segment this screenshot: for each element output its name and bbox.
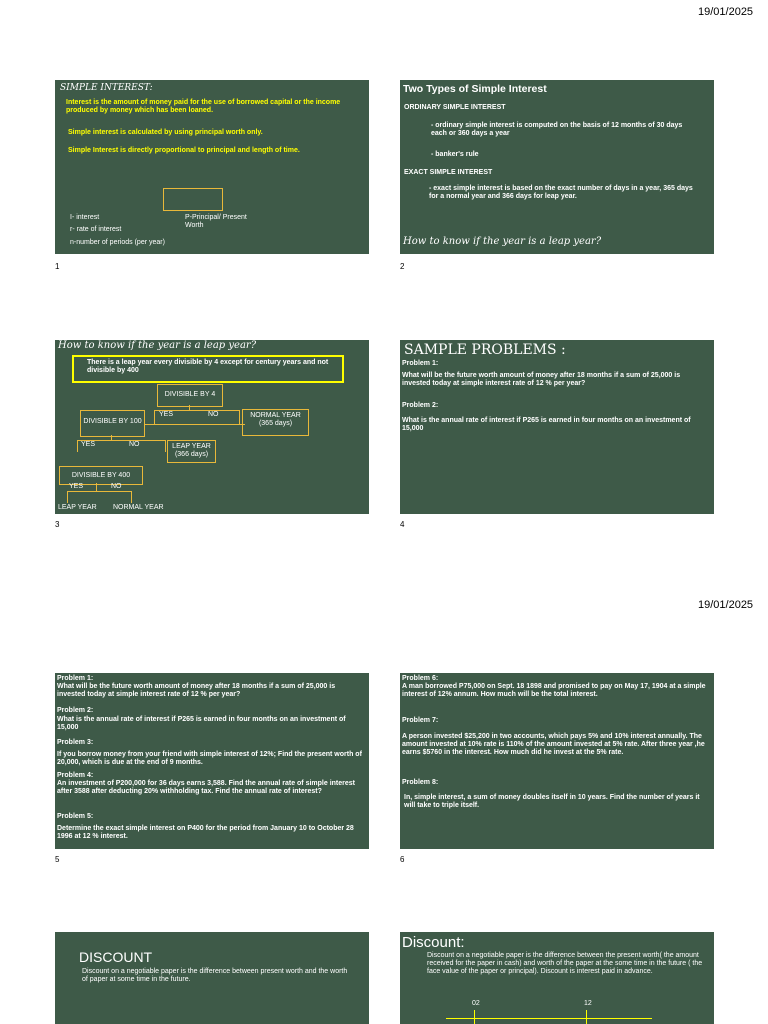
slide-8-title: Discount: (402, 934, 465, 951)
slide-3-number: 3 (55, 520, 60, 529)
result-normal-year: NORMAL YEAR (113, 504, 164, 511)
slide-1-principal-only: Simple interest is calculated by using principal worth only. (68, 129, 263, 136)
edge-yes-3: YES (69, 483, 84, 490)
connector (239, 410, 240, 424)
node-divisible-by-100 (80, 410, 145, 437)
slide-5-problem-1-text: What will be the future worth amount of money after 18 months if a sum of 25,000 is invested today at simple interest rate of 12 % per year? (57, 683, 336, 698)
slide-7-body: Discount on a negotiable paper is the difference between present worth and the worth of paper at some time in the future. (82, 968, 348, 983)
slide-4-title: SAMPLE PROBLEMS : (404, 342, 566, 358)
legend-rate: r- rate of interest (70, 226, 122, 233)
slide-5-problem-1-heading: Problem 1: (57, 675, 94, 682)
slide-7 (55, 932, 369, 1024)
slide-5-problem-4-heading: Problem 4: (57, 772, 94, 779)
slide-5-problem-2-heading: Problem 2: (57, 707, 94, 714)
slide-8 (400, 932, 714, 1024)
connector (165, 440, 166, 452)
leap-rule-text: There is a leap year every divisible by 4 except for century years and not divisible by 400 (87, 359, 329, 374)
slide-5-problem-5-text: Determine the exact simple interest on P400 for the period from January 10 to October 28 1996 at 12 % interest. (57, 825, 354, 840)
legend-interest: I- interest (70, 214, 100, 221)
slide-2-bankers-rule: - banker's rule (431, 151, 479, 158)
connector (131, 491, 132, 503)
connector (96, 483, 97, 491)
legend-periods: n-number of periods (per year) (70, 239, 165, 246)
slide-2-ordinary-text: - ordinary simple interest is computed on the basis of 12 months of 30 days each or 360 days a year (431, 122, 683, 137)
slide-5 (55, 673, 369, 849)
slide-4-problem-2-heading: Problem 2: (402, 402, 439, 409)
timeline-label-end: 12 (584, 1000, 592, 1007)
slide-1-definition: Interest is the amount of money paid for the use of borrowed capital or the income produced by money which has been loaned. (66, 99, 341, 114)
slide-2-exact-text: - exact simple interest is based on the exact number of days in a year, 365 days for a normal year and 366 days for leap year. (429, 185, 693, 200)
slide-5-problem-2-text: What is the annual rate of interest if P265 is earned in four months on an investment of 15,000 (57, 716, 346, 731)
slide-1-number: 1 (55, 262, 60, 271)
slide-4 (400, 340, 714, 514)
slide-4-problem-1-heading: Problem 1: (402, 360, 439, 367)
edge-yes-2: YES (81, 441, 96, 448)
slide-6-problem-6-heading: Problem 6: (402, 675, 439, 682)
slide-2 (400, 80, 714, 254)
slide-5-number: 5 (55, 855, 60, 864)
slide-2-leap-question: How to know if the year is a leap year? (403, 236, 602, 247)
timeline-tick-end (586, 1010, 587, 1024)
slide-1-proportional: Simple Interest is directly proportional to principal and length of time. (68, 147, 300, 154)
timeline-tick-start (474, 1010, 475, 1024)
connector (67, 491, 68, 503)
slide-6-number: 6 (400, 855, 405, 864)
slide-2-ordinary-heading: ORDINARY SIMPLE INTEREST (404, 104, 506, 111)
slide-4-problem-1-text: What will be the future worth amount of money after 18 months if a sum of 25,000 is invested today at simple interest rate of 12 % per year? (402, 372, 681, 387)
node-divisible-by-400-label: DIVISIBLE BY 400 (71, 472, 131, 479)
slide-6 (400, 673, 714, 849)
slide-7-title: DISCOUNT (79, 949, 153, 965)
slide-3-title: How to know if the year is a leap year? (58, 340, 257, 351)
slide-5-problem-4-text: An investment of P200,000 for 36 days earns 3,588. Find the annual rate of simple interest after 3588 after deducting 20% withholding tax. Find the annual rate of interest? (57, 780, 355, 795)
slide-1-title: SIMPLE INTEREST: (60, 83, 153, 93)
slide-6-problem-8-text: In, simple interest, a sum of money doubles itself in 10 years. Find the number of years it will take to triple itself. (404, 794, 700, 809)
slide-2-number: 2 (400, 262, 405, 271)
edge-no-3: NO (111, 483, 122, 490)
leap-rule-box (72, 355, 344, 383)
slide-5-problem-5-heading: Problem 5: (57, 813, 94, 820)
node-normal-year (242, 409, 309, 436)
slide-6-problem-7-text: A person invested $25,200 in two accounts, which pays 5% and 10% interest annually. The amount invested at 10% rate is 110% of the amount invested at 5% rate. After three year ,he earns $5760 in the interest. How much did he invest at the 5% rate. (402, 733, 705, 756)
slide-6-problem-6-text: A man borrowed P75,000 on Sept. 18 1898 and promised to pay on May 17, 1904 at a simple interest of 12% annum. How much will be the total interest. (402, 683, 706, 698)
slide-4-problem-2-text: What is the annual rate of interest if P265 is earned in four months on an investment of 15,000 (402, 417, 691, 432)
connector (145, 424, 245, 425)
connector (77, 440, 78, 452)
connector (154, 410, 155, 424)
slide-2-exact-heading: EXACT SIMPLE INTEREST (404, 169, 493, 176)
timeline-label-start: 02 (472, 1000, 480, 1007)
page-date-top: 19/01/2025 (698, 6, 754, 18)
node-divisible-by-100-label: DIVISIBLE BY 100 (83, 418, 142, 425)
slide-5-problem-3-heading: Problem 3: (57, 739, 94, 746)
slide-5-problem-3-text: If you borrow money from your friend with simple interest of 12%; Find the present worth of 20,000, which is due at the end of 9 months. (57, 751, 362, 766)
edge-no-2: NO (129, 441, 140, 448)
slide-1 (55, 80, 369, 254)
node-leap-year-label: LEAP YEAR (366 days) (172, 443, 211, 458)
edge-no-1: NO (208, 411, 219, 418)
slide-2-title: Two Types of Simple Interest (403, 83, 547, 95)
legend-principal: P-Principal/ Present Worth (185, 214, 247, 229)
slide-6-problem-7-heading: Problem 7: (402, 717, 439, 724)
result-leap-year: LEAP YEAR (58, 504, 97, 511)
edge-yes-1: YES (159, 411, 174, 418)
connector (67, 491, 131, 492)
node-divisible-by-4-label: DIVISIBLE BY 4 (164, 391, 216, 398)
node-divisible-by-4 (157, 384, 223, 407)
page-date-mid: 19/01/2025 (698, 599, 754, 611)
slide-8-body: Discount on a negotiable paper is the difference between the present worth( the amount received for the paper in cash) and worth of the paper at the some time in the future ( the face value of the paper or principal). Discount is interest paid in advance. (427, 952, 703, 975)
slide-3 (55, 340, 369, 514)
node-leap-year (167, 440, 216, 463)
slide-4-number: 4 (400, 520, 405, 529)
timeline-axis (446, 1018, 652, 1019)
formula-box (163, 188, 223, 211)
slide-6-problem-8-heading: Problem 8: (402, 779, 439, 786)
node-normal-year-label: NORMAL YEAR (365 days) (250, 412, 301, 427)
